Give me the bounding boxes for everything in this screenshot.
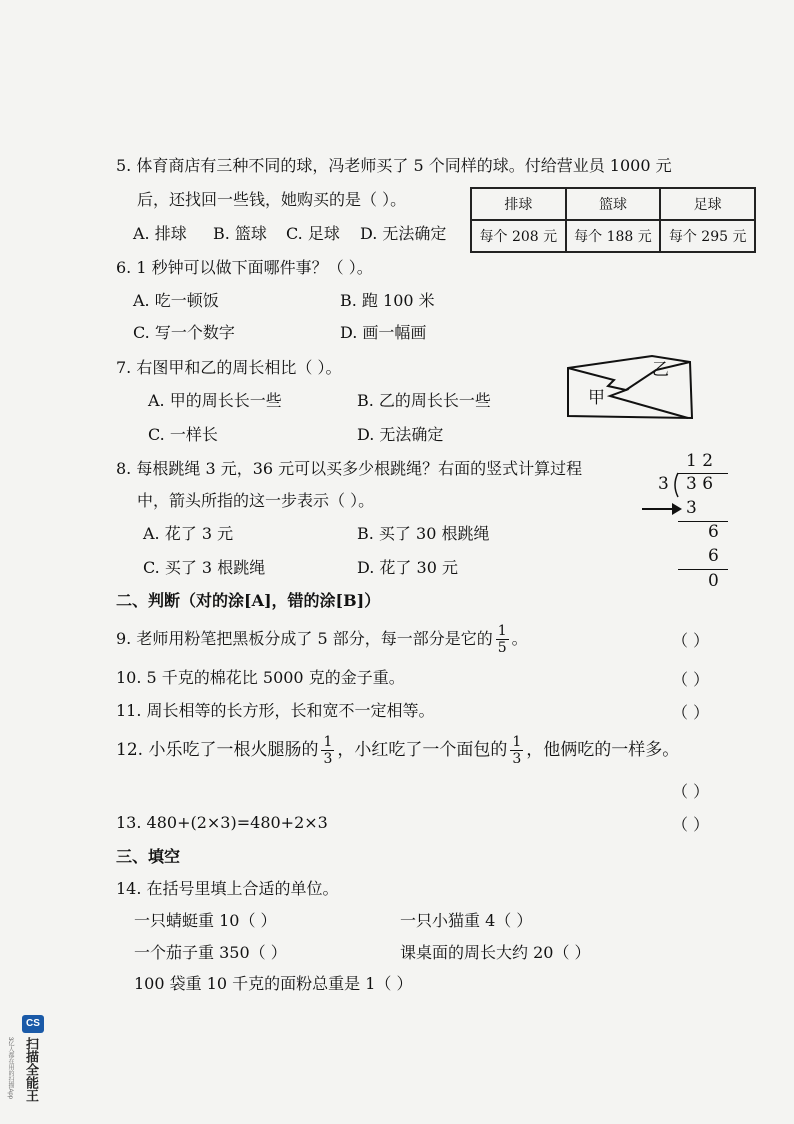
division-divisor: 3 [658, 474, 669, 494]
section2-title: 二、判断（对的涂[A]，错的涂[B]） [116, 591, 381, 610]
q13-line: 13. 480+(2×3)=480+2×3 [116, 813, 328, 832]
q6-line: 6. 1 秒钟可以做下面哪件事？（ ）。 [116, 258, 373, 277]
q8-option-b: B. 买了 30 根跳绳 [357, 524, 490, 543]
q6-option-a: A. 吃一顿饭 [133, 291, 219, 310]
division-remainder2: 0 [708, 571, 719, 591]
q14-item-dragonfly[interactable]: 一只蜻蜓重 10（ ） [134, 911, 277, 930]
ball-price-table [470, 187, 756, 253]
q14-item-kitten[interactable]: 一只小猫重 4（ ） [400, 911, 533, 930]
q5-option-a: A. 排球 [133, 224, 187, 243]
section3-title: 三、填空 [116, 847, 181, 866]
q14-item-flour[interactable]: 100 袋重 10 千克的面粉总重是 1（ ） [134, 974, 413, 993]
division-step1: 3 [686, 498, 697, 518]
table-price-volleyball: 每个 208 元 [471, 220, 566, 252]
q14-item-desk[interactable]: 课桌面的周长大约 20（ ） [400, 943, 591, 962]
q7-shape-figure [560, 352, 700, 424]
q5-option-b: B. 篮球 [213, 224, 267, 243]
q7-option-d: D. 无法确定 [357, 425, 444, 444]
q7-option-c: C. 一样长 [148, 425, 218, 444]
q6-option-d: D. 画一幅画 [340, 323, 427, 342]
table-header-volleyball: 排球 [471, 188, 566, 220]
division-line1 [678, 521, 728, 522]
q9-line: 9. 老师用粉笔把黑板分成了 5 部分，每一部分是它的 $\frac{1}{5}$ 。 [116, 623, 528, 656]
q5-line2: 后，还找回一些钱，她购买的是（ ）。 [137, 190, 407, 209]
q14-item-eggplant[interactable]: 一个茄子重 350（ ） [134, 943, 287, 962]
q9-answer-paren[interactable]: （ ） [672, 631, 710, 650]
q5-option-c: C. 足球 [286, 224, 340, 243]
table-header-football: 足球 [660, 188, 755, 220]
division-step2: 6 [708, 546, 719, 566]
q6-option-c: C. 写一个数字 [133, 323, 235, 342]
q8-option-a: A. 花了 3 元 [143, 524, 234, 543]
q11-line: 11. 周长相等的长方形，长和宽不一定相等。 [116, 701, 435, 720]
q13-answer-paren[interactable]: （ ） [672, 815, 710, 834]
q11-answer-paren[interactable]: （ ） [672, 703, 710, 722]
division-dividend: 3 6 [686, 474, 714, 494]
q12-line: 12. 小乐吃了一根火腿肠的 $\frac{1}{3}$ ，小红吃了一个面包的 $\frac{1}{3}$ ，他俩吃的一样多。 [116, 734, 680, 767]
table-price-football: 每个 295 元 [660, 220, 755, 252]
q8-option-c: C. 买了 3 根跳绳 [143, 558, 266, 577]
scanner-name: 扫描全能王 [24, 1037, 39, 1102]
division-bracket [670, 472, 682, 498]
q12-answer-paren[interactable]: （ ） [672, 782, 710, 801]
q12-fraction-1: $\frac{1}{3}$ [323, 734, 333, 767]
table-header-basketball: 篮球 [566, 188, 661, 220]
q7-option-b: B. 乙的周长长一些 [357, 391, 491, 410]
q8-line2: 中，箭头所指的这一步表示（ ）。 [137, 491, 375, 510]
table-price-basketball: 每个 188 元 [566, 220, 661, 252]
q6-option-b: B. 跑 100 米 [340, 291, 435, 310]
division-quotient: 1 2 [686, 451, 714, 471]
scanner-badge: CS [22, 1015, 44, 1033]
q7-line: 7. 右图甲和乙的周长相比（ ）。 [116, 358, 342, 377]
q10-answer-paren[interactable]: （ ） [672, 670, 710, 689]
q5-line1: 5. 体育商店有三种不同的球，冯老师买了 5 个同样的球。付给营业员 1000 元 [116, 156, 672, 175]
q10-line: 10. 5 千克的棉花比 5000 克的金子重。 [116, 668, 405, 687]
q5-option-d: D. 无法确定 [360, 224, 447, 243]
arrow-right-icon [642, 502, 682, 516]
q9-fraction: $\frac{1}{5}$ [497, 623, 507, 656]
q8-line1: 8. 每根跳绳 3 元，36 元可以买多少根跳绳？右面的竖式计算过程 [116, 459, 583, 478]
division-remainder1: 6 [708, 522, 719, 542]
q14-line: 14. 在括号里填上合适的单位。 [116, 879, 339, 898]
q12-fraction-2: $\frac{1}{3}$ [512, 734, 522, 767]
q7-option-a: A. 甲的周长长一些 [148, 391, 282, 410]
scanner-logo-sub: 3亿人都在用的扫描App [7, 1037, 13, 1100]
division-line2 [678, 569, 728, 570]
q8-option-d: D. 花了 30 元 [357, 558, 458, 577]
q7-label-jia: 甲 [588, 388, 605, 408]
q7-label-yi: 乙 [652, 360, 669, 380]
